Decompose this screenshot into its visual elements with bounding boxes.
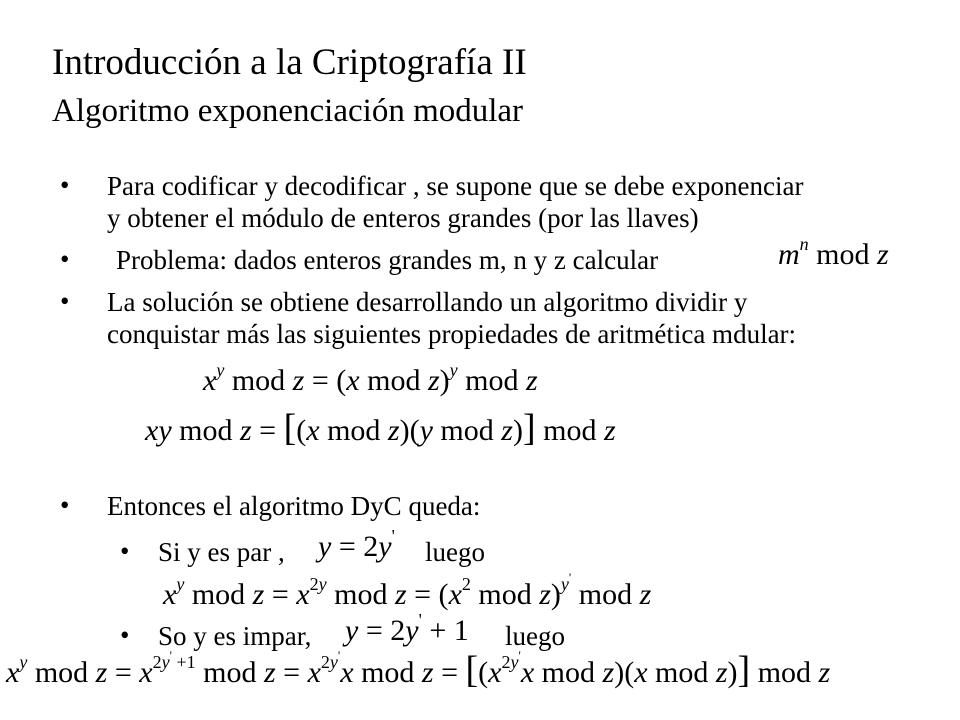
formula-property-power: $x^y$ mod z = (x mod z)$^y$ mod z bbox=[203, 360, 538, 397]
sub-bullet-2-suffix: luego bbox=[505, 621, 565, 651]
sub-bullet-marker: • bbox=[120, 536, 130, 566]
sub-bullet-1-prefix: Si y es par , bbox=[158, 537, 285, 567]
formula-property-product: xy mod z = [(x mod z)(y mod z)] mod z bbox=[145, 407, 616, 449]
bullet-marker: • bbox=[60, 244, 70, 274]
bullet-2-text: Problema: dados enteros grandes m, n y z calcular bbox=[116, 245, 659, 275]
formula-y-even: y = 2y' bbox=[318, 526, 395, 563]
sub-bullet-1-suffix: luego bbox=[425, 537, 485, 567]
bullet-marker: • bbox=[60, 286, 70, 316]
sub-bullet-marker: • bbox=[120, 620, 130, 650]
slide-subtitle: Algoritmo exponenciación modular bbox=[52, 93, 524, 129]
bullet-3-line-2: conquistar más las siguientes propiedades de aritmética mdular: bbox=[107, 319, 797, 349]
bullet-1-line-2: y obtener el módulo de enteros grandes (por las llaves) bbox=[107, 203, 699, 233]
bullet-3-line-1: La solución se obtiene desarrollando un algoritmo dividir y bbox=[107, 287, 748, 317]
sub-bullet-2-prefix: So y es impar, bbox=[158, 621, 312, 651]
formula-m-n-mod-z: $m^n$ mod z bbox=[778, 234, 889, 271]
bullet-marker: • bbox=[60, 170, 70, 200]
formula-y-odd: y = 2y' + 1 bbox=[345, 610, 469, 647]
formula-odd-case: $x^y$ mod $z = x^{2y' +1}$ mod $z = x^{2y'}x$ mod $z = [(x^{2y'}x$ mod z)(x mod z)] mod z bbox=[6, 648, 831, 691]
formula-even-case: $x^y$ mod $z = x^{2y}$ mod $z = (x^2$ mod z)$^{y'}$ mod z bbox=[163, 570, 652, 611]
bullet-4-text: Entonces el algoritmo DyC queda: bbox=[107, 491, 481, 521]
bullet-1-line-1: Para codificar y decodificar , se supone que se debe exponenciar bbox=[107, 171, 804, 201]
slide-title: Introducción a la Criptografía II bbox=[52, 42, 527, 83]
bullet-marker: • bbox=[60, 490, 70, 520]
